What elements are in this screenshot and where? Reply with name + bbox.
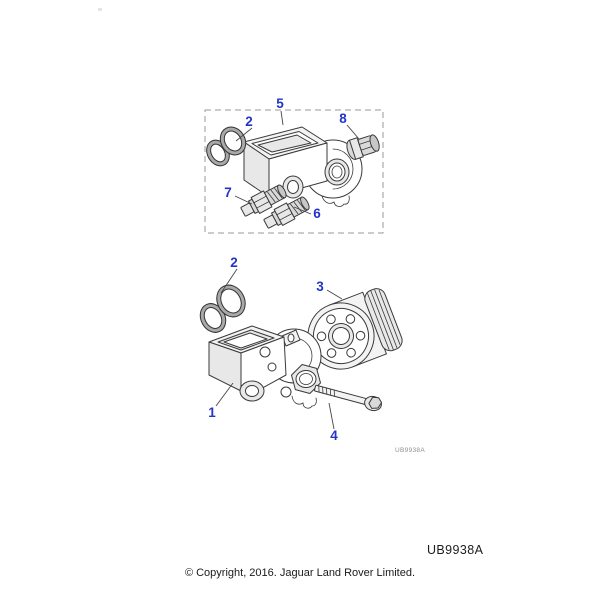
callout-2-lower: 2 xyxy=(230,255,238,270)
callout-2-upper: 2 xyxy=(245,114,253,129)
plug-item-8 xyxy=(345,132,382,161)
callout-3: 3 xyxy=(316,279,324,294)
scan-artifact xyxy=(98,8,102,11)
callout-4: 4 xyxy=(330,428,338,443)
callout-5: 5 xyxy=(276,96,284,111)
o-rings-upper xyxy=(202,122,250,169)
part-code: UB9938A xyxy=(427,543,484,557)
filter-head-item-1 xyxy=(209,326,321,408)
bolt-item-4 xyxy=(313,381,383,412)
copyright-text: © Copyright, 2016. Jaguar Land Rover Limited. xyxy=(184,567,416,579)
o-rings-lower xyxy=(195,280,250,337)
diagram-code-small: UB9938A xyxy=(395,447,425,454)
callout-8: 8 xyxy=(339,111,347,126)
callout-1: 1 xyxy=(208,405,216,420)
callout-6: 6 xyxy=(313,206,321,221)
callout-7: 7 xyxy=(224,185,232,200)
